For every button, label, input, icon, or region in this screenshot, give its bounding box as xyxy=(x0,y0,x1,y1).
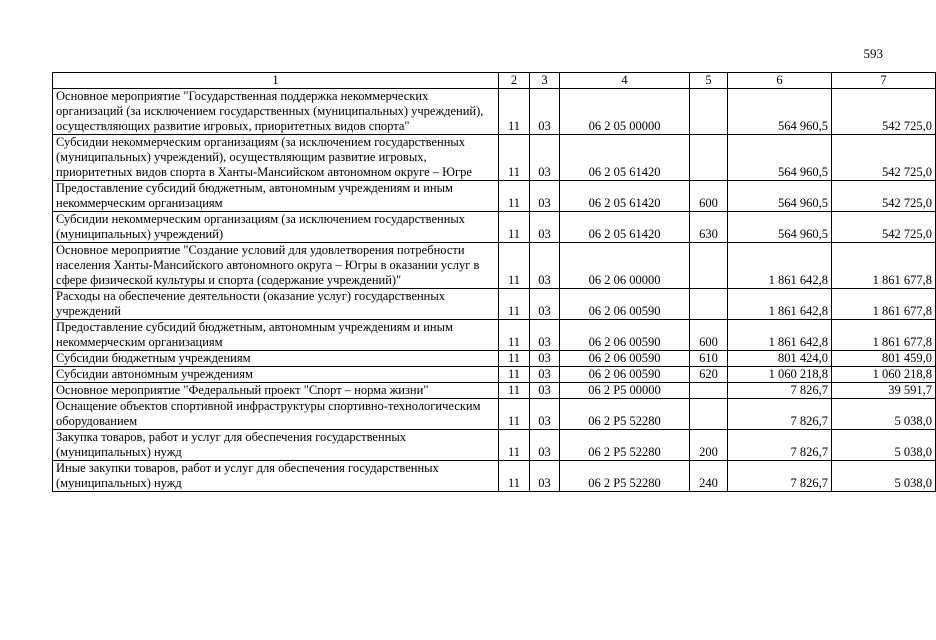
row-description: Субсидии бюджетным учреждениям xyxy=(53,351,499,367)
page-number: 593 xyxy=(863,46,883,61)
row-amount-6: 1 861 642,8 xyxy=(728,243,832,289)
row-target-code: 06 2 P5 52280 xyxy=(560,430,690,461)
row-subsection: 03 xyxy=(530,89,560,135)
table-row xyxy=(53,430,936,461)
row-expense-type: 600 xyxy=(690,181,728,212)
header-cell-5: 5 xyxy=(690,73,728,89)
row-amount-6: 7 826,7 xyxy=(728,399,832,430)
table-row xyxy=(53,135,936,181)
row-amount-6: 1 861 642,8 xyxy=(728,289,832,320)
table-row xyxy=(53,461,936,492)
row-subsection: 03 xyxy=(530,212,560,243)
table-row xyxy=(53,320,936,351)
row-section: 11 xyxy=(499,289,530,320)
row-section: 11 xyxy=(499,383,530,399)
row-amount-7: 5 038,0 xyxy=(832,461,936,492)
row-target-code: 06 2 05 61420 xyxy=(560,135,690,181)
row-amount-7: 5 038,0 xyxy=(832,430,936,461)
row-amount-7: 1 861 677,8 xyxy=(832,289,936,320)
row-amount-7: 1 861 677,8 xyxy=(832,243,936,289)
row-description: Расходы на обеспечение деятельности (оказание услуг) государственных учреждений xyxy=(53,289,499,320)
budget-table xyxy=(52,72,936,492)
row-amount-7: 1 861 677,8 xyxy=(832,320,936,351)
row-target-code: 06 2 06 00000 xyxy=(560,243,690,289)
row-amount-7: 39 591,7 xyxy=(832,383,936,399)
row-section: 11 xyxy=(499,89,530,135)
row-description: Оснащение объектов спортивной инфраструктуры спортивно-технологическим оборудованием xyxy=(53,399,499,430)
row-target-code: 06 2 06 00590 xyxy=(560,367,690,383)
row-amount-6: 564 960,5 xyxy=(728,181,832,212)
row-section: 11 xyxy=(499,320,530,351)
row-amount-7: 542 725,0 xyxy=(832,212,936,243)
row-amount-6: 801 424,0 xyxy=(728,351,832,367)
row-expense-type: 600 xyxy=(690,320,728,351)
row-amount-6: 1 861 642,8 xyxy=(728,320,832,351)
row-section: 11 xyxy=(499,243,530,289)
row-target-code: 06 2 P5 52280 xyxy=(560,399,690,430)
table-row xyxy=(53,89,936,135)
row-expense-type xyxy=(690,289,728,320)
table-row xyxy=(53,243,936,289)
row-section: 11 xyxy=(499,367,530,383)
row-description: Основное мероприятие "Государственная поддержка некоммерческих организаций (за исключением государственных (муниципальных) учреждений), осуществляющих развитие игровых, приоритетных видов спорта" xyxy=(53,89,499,135)
row-amount-7: 542 725,0 xyxy=(832,181,936,212)
row-subsection: 03 xyxy=(530,383,560,399)
row-target-code: 06 2 05 61420 xyxy=(560,181,690,212)
row-target-code: 06 2 06 00590 xyxy=(560,289,690,320)
row-subsection: 03 xyxy=(530,430,560,461)
row-subsection: 03 xyxy=(530,351,560,367)
table-row xyxy=(53,181,936,212)
row-amount-7: 1 060 218,8 xyxy=(832,367,936,383)
row-expense-type xyxy=(690,135,728,181)
row-amount-6: 7 826,7 xyxy=(728,383,832,399)
table-row xyxy=(53,212,936,243)
row-amount-6: 564 960,5 xyxy=(728,135,832,181)
row-description: Субсидии некоммерческим организациям (за исключением государственных (муниципальных) учреждений), осуществляющим развитие игровых, приоритетных видов спорта в Ханты-Мансийском автономном округе – Югре xyxy=(53,135,499,181)
row-amount-6: 7 826,7 xyxy=(728,430,832,461)
row-description: Субсидии автономным учреждениям xyxy=(53,367,499,383)
row-expense-type: 610 xyxy=(690,351,728,367)
row-description: Основное мероприятие "Создание условий для удовлетворения потребности населения Ханты-Мансийского автономного округа – Югры в оказании услуг в сфере физической культуры и спорта (содержание учреждений)" xyxy=(53,243,499,289)
header-cell-2: 2 xyxy=(499,73,530,89)
row-expense-type xyxy=(690,383,728,399)
row-target-code: 06 2 05 00000 xyxy=(560,89,690,135)
row-description: Субсидии некоммерческим организациям (за исключением государственных (муниципальных) учреждений) xyxy=(53,212,499,243)
row-section: 11 xyxy=(499,430,530,461)
row-section: 11 xyxy=(499,461,530,492)
row-expense-type xyxy=(690,399,728,430)
row-expense-type xyxy=(690,243,728,289)
row-amount-6: 564 960,5 xyxy=(728,89,832,135)
row-amount-7: 542 725,0 xyxy=(832,135,936,181)
row-section: 11 xyxy=(499,135,530,181)
row-expense-type xyxy=(690,89,728,135)
row-section: 11 xyxy=(499,212,530,243)
row-target-code: 06 2 06 00590 xyxy=(560,320,690,351)
header-cell-7: 7 xyxy=(832,73,936,89)
row-subsection: 03 xyxy=(530,243,560,289)
row-amount-7: 5 038,0 xyxy=(832,399,936,430)
row-description: Основное мероприятие "Федеральный проект "Спорт – норма жизни" xyxy=(53,383,499,399)
row-section: 11 xyxy=(499,351,530,367)
row-subsection: 03 xyxy=(530,289,560,320)
row-description: Закупка товаров, работ и услуг для обеспечения государственных (муниципальных) нужд xyxy=(53,430,499,461)
header-cell-4: 4 xyxy=(560,73,690,89)
header-cell-1: 1 xyxy=(53,73,499,89)
row-subsection: 03 xyxy=(530,135,560,181)
table-row xyxy=(53,399,936,430)
row-subsection: 03 xyxy=(530,181,560,212)
row-description: Иные закупки товаров, работ и услуг для обеспечения государственных (муниципальных) нужд xyxy=(53,461,499,492)
table-row xyxy=(53,289,936,320)
row-amount-7: 801 459,0 xyxy=(832,351,936,367)
row-description: Предоставление субсидий бюджетным, автономным учреждениям и иным некоммерческим организациям xyxy=(53,320,499,351)
row-subsection: 03 xyxy=(530,461,560,492)
row-description: Предоставление субсидий бюджетным, автономным учреждениям и иным некоммерческим организациям xyxy=(53,181,499,212)
header-cell-6: 6 xyxy=(728,73,832,89)
row-subsection: 03 xyxy=(530,320,560,351)
row-amount-6: 7 826,7 xyxy=(728,461,832,492)
row-amount-7: 542 725,0 xyxy=(832,89,936,135)
row-target-code: 06 2 06 00590 xyxy=(560,351,690,367)
table-row xyxy=(53,367,936,383)
row-section: 11 xyxy=(499,399,530,430)
row-amount-6: 564 960,5 xyxy=(728,212,832,243)
table-row xyxy=(53,351,936,367)
table-row xyxy=(53,383,936,399)
row-expense-type: 620 xyxy=(690,367,728,383)
row-expense-type: 200 xyxy=(690,430,728,461)
row-section: 11 xyxy=(499,181,530,212)
row-expense-type: 240 xyxy=(690,461,728,492)
header-row xyxy=(53,73,936,89)
row-subsection: 03 xyxy=(530,399,560,430)
row-target-code: 06 2 05 61420 xyxy=(560,212,690,243)
row-target-code: 06 2 P5 52280 xyxy=(560,461,690,492)
row-amount-6: 1 060 218,8 xyxy=(728,367,832,383)
row-expense-type: 630 xyxy=(690,212,728,243)
row-target-code: 06 2 P5 00000 xyxy=(560,383,690,399)
header-cell-3: 3 xyxy=(530,73,560,89)
row-subsection: 03 xyxy=(530,367,560,383)
